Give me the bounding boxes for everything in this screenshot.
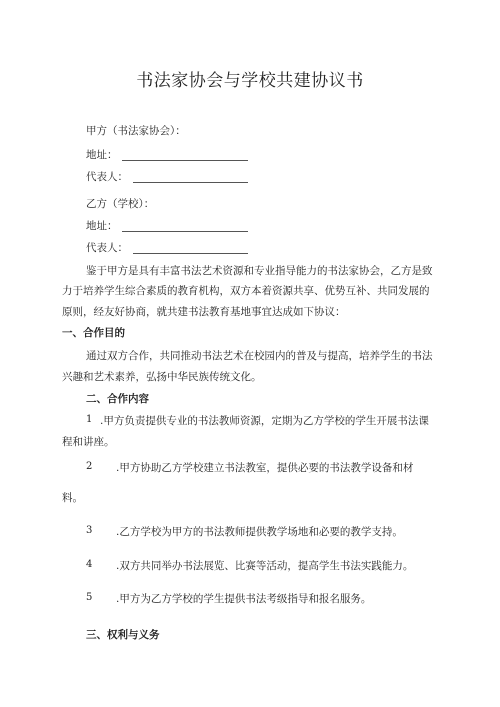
- list-item-text: .双方共同举办书法展览、比赛等活动，提高学生书法实践能力。: [116, 560, 414, 572]
- section-heading: 一、合作目的: [62, 327, 125, 339]
- list-item-text: 程和讲座。: [62, 436, 115, 448]
- document-title: 书法家协会与学校共建协议书: [136, 71, 364, 91]
- list-item-text: .甲方负责提供专业的书法教师资源，定期为乙方学校的学生开展书法课: [100, 415, 429, 427]
- list-item-number: 1: [86, 414, 93, 425]
- list-item-number: 3: [86, 525, 93, 536]
- list-item-number: 2: [86, 461, 93, 472]
- party-a-address-blank: [122, 160, 248, 161]
- party-a-address-label: 地址：: [86, 149, 118, 161]
- party-a-representative-blank: [133, 182, 248, 183]
- party-b-address-label: 地址：: [86, 220, 118, 232]
- section-heading: 二、合作内容: [86, 393, 149, 405]
- party-b-address-blank: [122, 231, 248, 232]
- list-item-text: .乙方学校为甲方的书法教师提供教学场地和必要的教学支持。: [116, 526, 403, 538]
- preamble-line: 力于培养学生综合素质的教育机构，双方本着资源共享、优势互补、共同发展的: [62, 285, 430, 297]
- section-heading: 三、权利与义务: [86, 629, 160, 641]
- section1-line: 兴趣和艺术素养，弘扬中华民族传统文化。: [62, 371, 262, 383]
- list-item-text: 料。: [62, 492, 83, 504]
- list-item-text: .甲方协助乙方学校建立书法教室，提供必要的书法教学设备和材: [116, 462, 414, 474]
- party-b-representative-label: 代表人：: [86, 242, 128, 254]
- party-a-representative-label: 代表人：: [86, 171, 128, 183]
- section1-line: 通过双方合作，共同推动书法艺术在校园内的普及与提高，培养学生的书法: [86, 350, 433, 362]
- list-item-number: 4: [86, 559, 93, 570]
- party-b-representative-blank: [133, 253, 248, 254]
- preamble-line: 鉴于甲方是具有丰富书法艺术资源和专业指导能力的书法家协会，乙方是致: [86, 265, 433, 277]
- preamble-line: 原则，经友好协商，就共建书法教育基地事宜达成如下协议：: [62, 306, 346, 318]
- list-item-text: .甲方为乙方学校的学生提供书法考级指导和报名服务。: [116, 593, 372, 605]
- list-item-number: 5: [86, 592, 93, 603]
- party-a-label: 甲方（书法家协会）：: [86, 125, 186, 137]
- party-b-label: 乙方（学校）：: [86, 198, 155, 210]
